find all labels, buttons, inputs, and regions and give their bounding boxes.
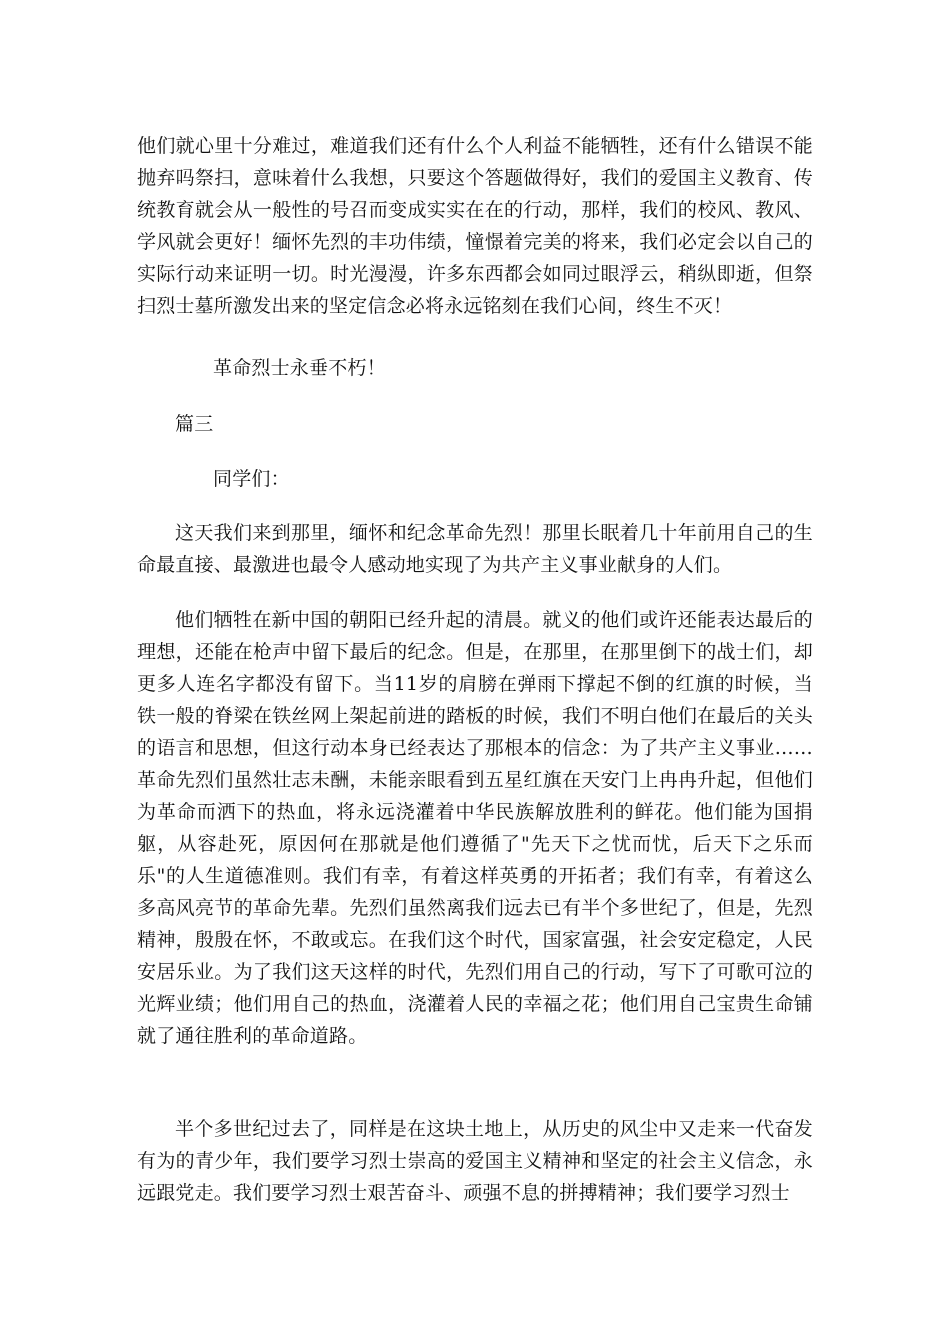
salutation: 同学们： xyxy=(213,468,290,490)
paragraph-closing: 半个多世纪过去了，同样是在这块土地上，从历史的风尘中又走来一代奋发有为的青少年，我们要学习烈士崇高的爱国主义精神和坚定的社会主义信念，永远跟党走。我们要学习烈士艰苦奋斗、顽强不息的拼搏精神；我们要学习烈士 xyxy=(137,1118,813,1204)
paragraph-body: 他们牺牲在新中国的朝阳已经升起的清晨。就义的他们或许还能表达最后的理想，还能在枪声中留下最后的纪念。但是，在那里，在那里倒下的战士们，却更多人连名字都没有留下。当11岁的肩膀在弹雨下撑起不倒的红旗的时候，当铁一般的脊梁在铁丝网上架起前进的踏板的时候，我们不明白他们在最后的关头的语言和思想，但这行动本身已经表达了那根本的信念：为了共产主义事业……革命先烈们虽然壮志未酬，未能亲眼看到五星红旗在天安门上冉冉升起，但他们为革命而洒下的热血，将永远浇灌着中华民族解放胜利的鲜花。他们能为国捐躯，从容赴死，原因何在那就是他们遵循了"先天下之忧而忧，后天下之乐而乐"的人生道德准则。我们有幸，有着这样英勇的开拓者；我们有幸，有着这么多高风亮节的革命先辈。先烈们虽然离我们远去已有半个多世纪了，但是，先烈精神，殷殷在怀，不敢或忘。在我们这个时代，国家富强，社会安定稳定，人民安居乐业。为了我们这天这样的时代，先烈们用自己的行动，写下了可歌可泣的光辉业绩；他们用自己的热血，浇灌着人民的幸福之花；他们用自己宝贵生命铺就了通往胜利的革命道路。 xyxy=(137,609,813,1047)
paragraph-continuation: 他们就心里十分难过，难道我们还有什么个人利益不能牺牲，还有什么错误不能抛弃吗祭扫，意味着什么我想，只要这个答题做得好，我们的爱国主义教育、传统教育就会从一般性的号召而变成实实在在的行动，那样，我们的校风、教风、学风就会更好！缅怀先烈的丰功伟绩，憧憬着完美的将来，我们必定会以自己的实际行动来证明一切。时光漫漫，许多东西都会如同过眼浮云，稍纵即逝，但祭扫烈士墓所激发出来的坚定信念必将永远铭刻在我们心间，终生不灭！ xyxy=(137,135,813,317)
paragraph-slogan: 革命烈士永垂不朽！ xyxy=(213,357,386,379)
paragraph-intro: 这天我们来到那里，缅怀和纪念革命先烈！那里长眠着几十年前用自己的生命最直接、最激进也最令人感动地实现了为共产主义事业献身的人们。 xyxy=(137,522,813,576)
section-heading: 篇三 xyxy=(175,413,214,435)
